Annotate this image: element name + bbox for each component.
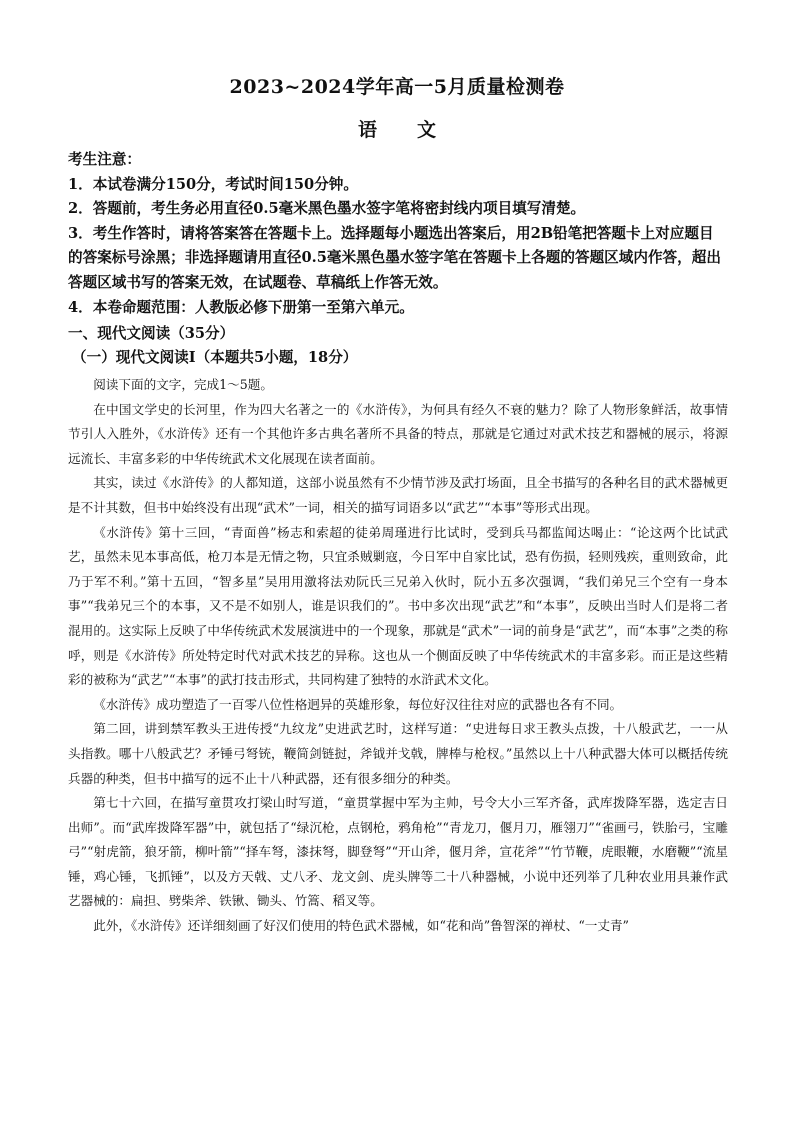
section-heading: 一、现代文阅读（35分） (68, 325, 235, 342)
notice-item-4: 4．本卷命题范围：人教版必修下册第一至第六单元。 (68, 298, 414, 316)
exam-notice (68, 148, 728, 320)
exam-title: 2023~2024学年高一5月质量检测卷 (229, 76, 565, 98)
passage-paragraph-7: 此外，《水浒传》还详细刻画了好汉们使用的特色武术器械，如“花和尚”鲁智深的禅杖、“一丈青” (93, 918, 629, 934)
notice-item-1: 1．本试卷满分150分，考试时间150分钟。 (68, 175, 358, 193)
subsection-heading: （一）现代文阅读Ⅰ（本题共5小题，18分） (72, 349, 358, 366)
passage-paragraph-5: 第二回，讲到禁军教头王进传授“九纹龙”史进武艺时，这样写道：“史进每日求王教头点拨，十八般武艺，一一从头指教。哪十八般武艺？矛锤弓弩铳，鞭简剑链挝，斧钺并戈戟，牌棒与枪杈。”虽然以上十八种武器大体可以概括传统兵器的种类，但书中描写的远不止十八种武器，还有很多细分的种类。 (68, 721, 728, 786)
passage-paragraph-1: 在中国文学史的长河里，作为四大名著之一的《水浒传》，为何具有经久不衰的魅力？除了人物形象鲜活，故事情节引人入胜外，《水浒传》还有一个其他许多古典名著所不具备的特点，那就是它通过对武术技艺和器械的展示，将源远流长、丰富多彩的中华传统武术文化展现在读者面前。 (68, 401, 728, 466)
notice-item-3: 3．考生作答时，请将答案答在答题卡上。选择题每小题选出答案后，用2B铅笔把答题卡上对应题目的答案标号涂黑；非选择题请用直径0.5毫米黑色墨水签字笔在答题卡上各题的答题区域内作答，超出答题区域书写的答案无效，在试题卷、草稿纸上作答无效。 (68, 224, 721, 291)
notice-item-2: 2．答题前，考生务必用直径0.5毫米黑色墨水签字笔将密封线内项目填写清楚。 (68, 200, 586, 218)
passage-paragraph-3: 《水浒传》第十三回，“青面兽”杨志和索超的徒弟周瑾进行比试时，受到兵马都监闻达喝止：“论这两个比试武艺，虽然未见本事高低，枪刀本是无情之物，只宜杀贼剿寇，今日军中自家比试，恐有伤损，轻则残疾，重则致命，此乃于军不利。”第十五回，“智多星”吴用用激将法劝阮氏三兄弟入伙时，阮小五多次强调，“我们弟兄三个空有一身本事”“我弟兄三个的本事，又不是不如别人，谁是识我们的”。书中多次出现“武艺”和“本事”，反映出当时人们是将二者混用的。这实际上反映了中华传统武术发展演进中的一个现象，那就是“武术”一词的前身是“武艺”，而“本事”之类的称呼，则是《水浒传》所处特定时代对武术技艺的异称。这也从一个侧面反映了中华传统武术的丰富多彩。而正是这些精彩的被称为“武艺”“本事”的武打技击形式，共同构建了独特的水浒武术文化。 (68, 524, 728, 688)
notice-heading: 考生注意： (68, 151, 141, 168)
subject-title: 语文 (357, 119, 476, 141)
passage-intro: 阅读下面的文字，完成1～5题。 (93, 377, 273, 392)
passage-paragraph-2: 其实，读过《水浒传》的人都知道，这部小说虽然有不少情节涉及武打场面，且全书描写的各种名目的武术器械更是不计其数，但书中始终没有出现“武术”一词，相关的描写词语多以“武艺”“本事”等形式出现。 (68, 475, 728, 515)
reading-passage (68, 373, 728, 939)
passage-paragraph-6: 第七十六回，在描写童贯攻打梁山时写道，“童贯掌握中军为主帅，号令大小三军齐备，武库拨降军器，选定吉日出师”。而“武库拨降军器”中，就包括了“绿沉枪，点钢枪，鸦角枪”“青龙刀，偃月刀，雁翎刀”“雀画弓，铁胎弓，宝雕弓”“射虎箭，狼牙箭，柳叶箭”“择车弩，漆抹弩，脚登弩”“开山斧，偃月斧，宣花斧”“竹节鞭，虎眼鞭，水磨鞭”“流星锤，鸡心锤，飞抓锤”，以及方天戟、丈八矛、龙文剑、虎头牌等二十八种器械，小说中还列举了几种农业用具兼作武艺器械的：扁担、劈柴斧、铁锹、锄头、竹篙、稻叉等。 (68, 795, 728, 909)
passage-paragraph-4: 《水浒传》成功塑造了一百零八位性格迥异的英雄形象，每位好汉往往对应的武器也各有不同。 (93, 696, 623, 712)
